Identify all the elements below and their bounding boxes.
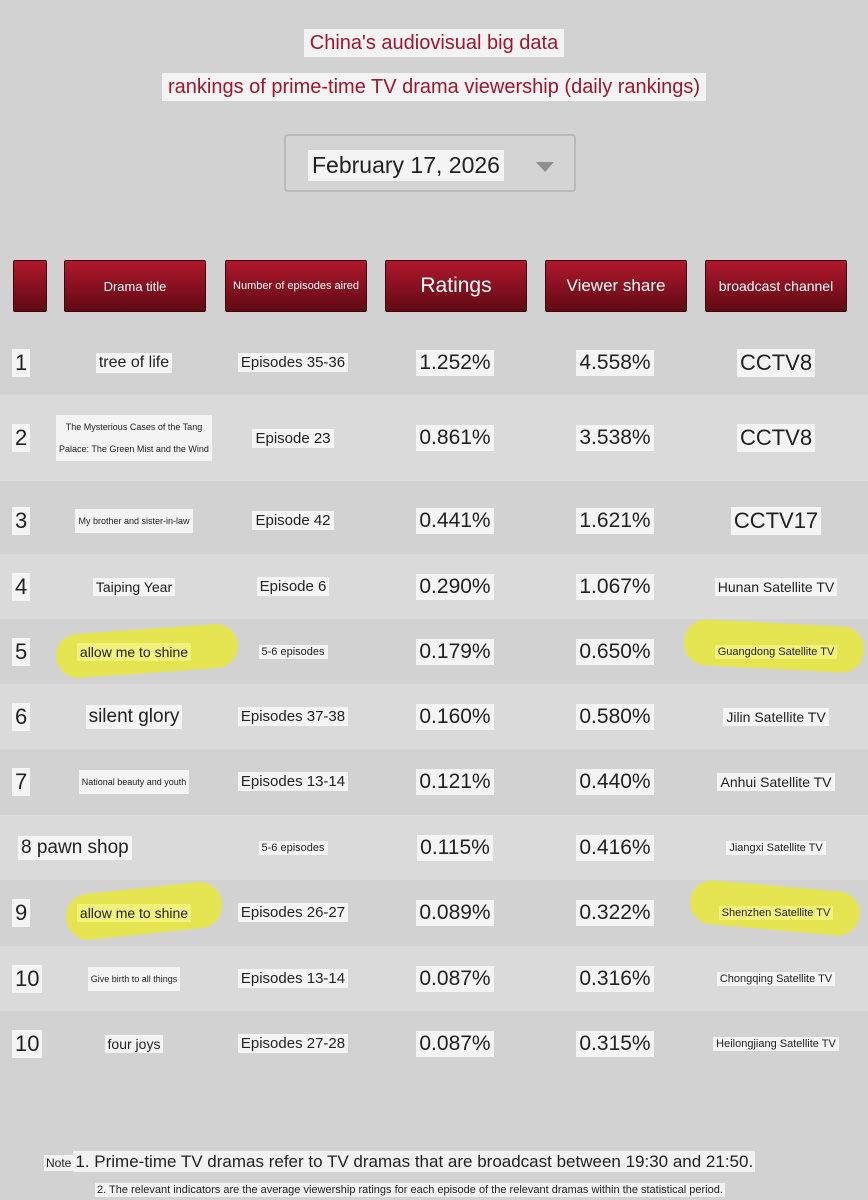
title-cell: My brother and sister-in-law xyxy=(75,509,192,533)
rating-cell: 0.861% xyxy=(416,425,493,451)
title-cell: silent glory xyxy=(86,705,183,729)
share-cell: 0.416% xyxy=(576,835,653,861)
title-line-1: China's audiovisual big data xyxy=(304,29,564,57)
date-value: February 17, 2026 xyxy=(308,150,504,181)
page-subtitle xyxy=(0,76,868,99)
rating-cell: 0.160% xyxy=(416,704,493,730)
rating-cell: 0.087% xyxy=(416,966,493,992)
title-cell: Give birth to all things xyxy=(88,967,181,991)
episodes-cell: 5-6 episodes xyxy=(259,645,328,659)
rank-cell: 7 xyxy=(12,768,30,796)
channel-cell: Jiangxi Satellite TV xyxy=(726,841,825,855)
rating-cell: 0.087% xyxy=(416,1031,493,1057)
table-row xyxy=(0,749,868,814)
share-cell: 0.322% xyxy=(576,900,653,926)
share-cell: 0.650% xyxy=(576,639,653,665)
rank-cell: 6 xyxy=(12,703,30,731)
channel-cell: Jilin Satellite TV xyxy=(723,708,828,726)
channel-cell: Heilongjiang Satellite TV xyxy=(713,1037,839,1051)
rank-cell: 4 xyxy=(12,573,30,601)
title-cell: tree of life xyxy=(96,353,172,373)
channel-cell: Anhui Satellite TV xyxy=(717,773,834,791)
table-row xyxy=(0,946,868,1011)
channel-cell: CCTV17 xyxy=(731,507,821,535)
rank-cell: 3 xyxy=(12,507,30,535)
header-rank xyxy=(13,260,47,312)
table-row xyxy=(0,554,868,619)
share-cell: 3.538% xyxy=(576,425,653,451)
table-row xyxy=(0,1011,868,1076)
rank-title-cell: 8 pawn shop xyxy=(18,836,132,860)
channel-cell: Hunan Satellite TV xyxy=(715,578,837,596)
rank-cell: 1 xyxy=(12,349,30,377)
share-cell: 0.580% xyxy=(576,704,653,730)
rank-cell: 2 xyxy=(12,424,30,452)
episodes-cell: 5-6 episodes xyxy=(259,841,328,855)
header-drama-title: Drama title xyxy=(64,260,206,312)
table-row xyxy=(0,815,868,880)
share-cell: 4.558% xyxy=(576,350,653,376)
header-viewer-share: Viewer share xyxy=(545,260,687,312)
footnote-2 xyxy=(95,1184,725,1196)
page-title xyxy=(0,32,868,55)
episodes-cell: Episodes 35-36 xyxy=(238,353,348,372)
share-cell: 0.315% xyxy=(576,1031,653,1057)
episodes-cell: Episode 6 xyxy=(257,577,330,596)
share-cell: 0.440% xyxy=(576,769,653,795)
channel-cell: Shenzhen Satellite TV xyxy=(719,906,834,920)
date-dropdown[interactable] xyxy=(284,134,576,192)
title-cell: allow me to shine xyxy=(77,904,191,922)
rating-cell: 0.290% xyxy=(416,574,493,600)
table-row xyxy=(0,395,868,481)
channel-cell: CCTV8 xyxy=(737,349,815,377)
channel-cell: Chongqing Satellite TV xyxy=(717,972,835,986)
episodes-cell: Episodes 13-14 xyxy=(238,969,348,988)
share-cell: 0.316% xyxy=(576,966,653,992)
rating-cell: 1.252% xyxy=(416,350,493,376)
rank-cell: 10 xyxy=(12,1030,42,1058)
episodes-cell: Episodes 37-38 xyxy=(238,707,348,726)
rating-cell: 0.441% xyxy=(416,508,493,534)
table-row xyxy=(0,880,868,945)
note-2-text: 2. The relevant indicators are the average viewership ratings for each episode of the relevant dramas within the statistical period. xyxy=(97,1184,723,1196)
title-cell: The Mysterious Cases of the Tang Palace: The Green Mist and the Wind xyxy=(56,415,212,461)
episodes-cell: Episodes 26-27 xyxy=(238,903,348,922)
table-row xyxy=(0,684,868,749)
table-row xyxy=(0,488,868,553)
share-cell: 1.067% xyxy=(576,574,653,600)
episodes-cell: Episode 23 xyxy=(252,429,333,448)
rating-cell: 0.121% xyxy=(416,769,493,795)
channel-cell: CCTV8 xyxy=(737,424,815,452)
title-line-2: rankings of prime-time TV drama viewership (daily rankings) xyxy=(162,73,706,101)
rating-cell: 0.115% xyxy=(417,835,493,861)
channel-cell: Guangdong Satellite TV xyxy=(715,645,838,659)
chevron-down-icon[interactable] xyxy=(536,162,554,172)
note-label: Note xyxy=(46,1156,72,1170)
rating-cell: 0.089% xyxy=(416,900,493,926)
header-broadcast-channel: broadcast channel xyxy=(705,260,847,312)
table-row xyxy=(0,619,868,684)
title-cell: allow me to shine xyxy=(77,643,191,661)
episodes-cell: Episodes 13-14 xyxy=(238,772,348,791)
title-cell: National beauty and youth xyxy=(79,770,190,794)
rank-cell: 9 xyxy=(12,899,30,927)
header-episodes: Number of episodes aired xyxy=(225,260,367,312)
note-1-text: 1. Prime-time TV dramas refer to TV dramas that are broadcast between 19:30 and 21:50. xyxy=(75,1152,754,1171)
title-cell: four joys xyxy=(105,1035,164,1053)
episodes-cell: Episodes 27-28 xyxy=(238,1034,348,1053)
table-row xyxy=(0,330,868,395)
rank-cell: 10 xyxy=(12,965,42,993)
title-cell: Taiping Year xyxy=(93,578,175,596)
rank-cell: 5 xyxy=(12,638,30,666)
rating-cell: 0.179% xyxy=(416,639,493,665)
episodes-cell: Episode 42 xyxy=(252,511,333,530)
footnote-1 xyxy=(44,1152,755,1172)
header-ratings: Ratings xyxy=(385,260,527,312)
share-cell: 1.621% xyxy=(576,508,653,534)
